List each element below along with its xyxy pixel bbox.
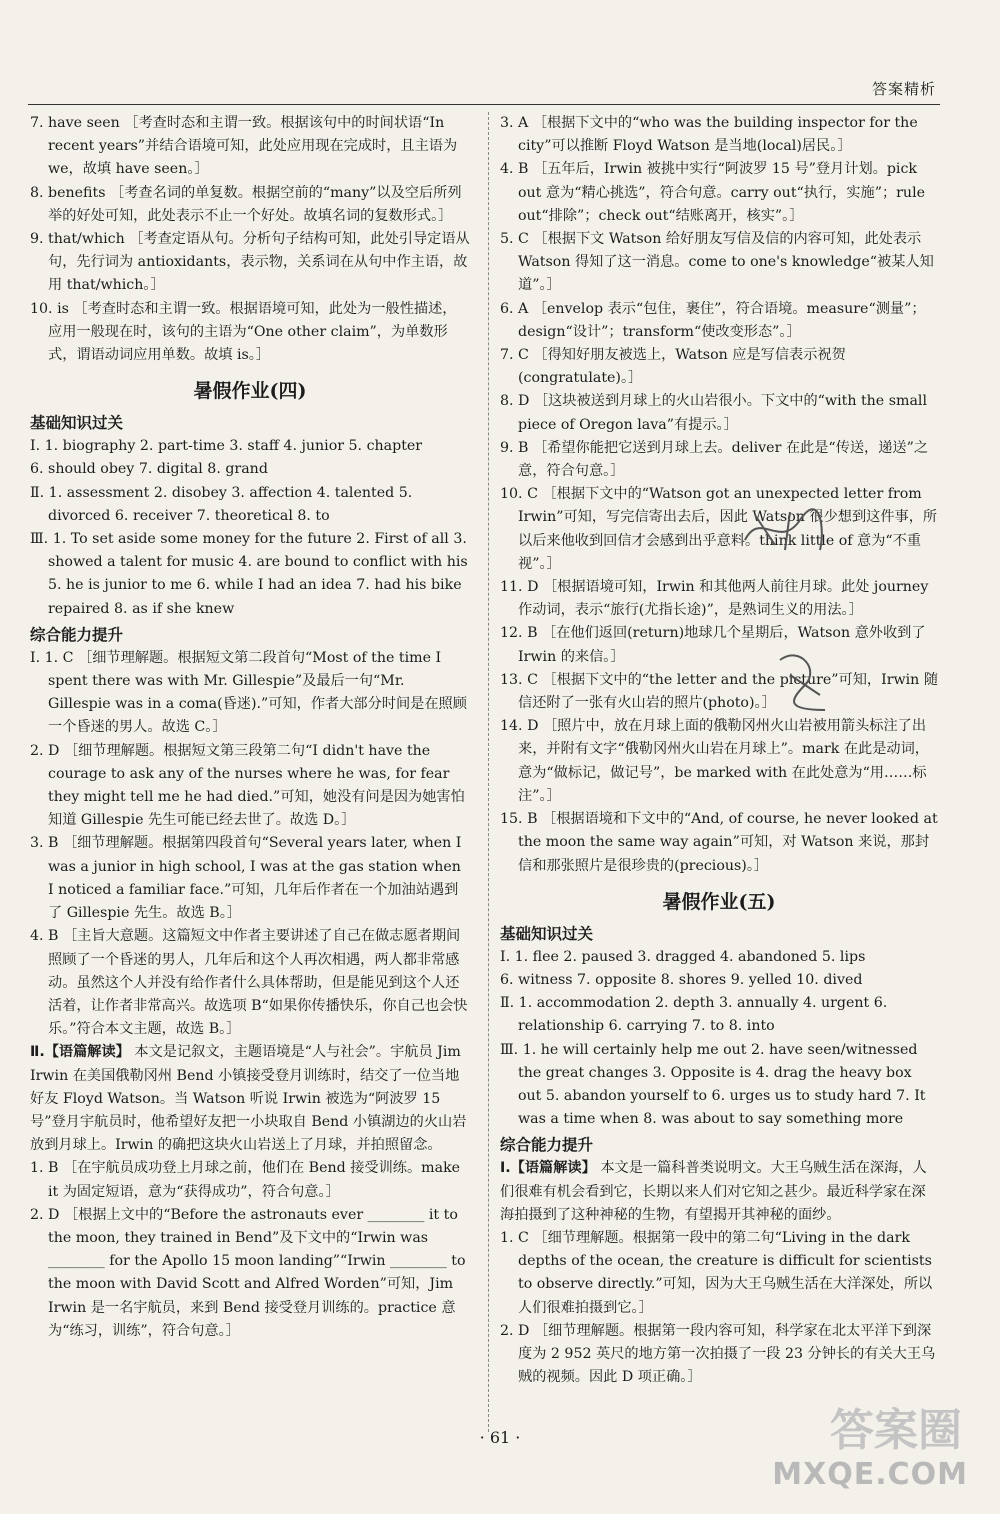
watermark-url: MXQE.COM — [772, 1457, 968, 1492]
page-number: · 61 · — [479, 1428, 521, 1447]
answer-entry: 4. B ［主旨大意题。这篇短文中作者主要讲述了自己在做志愿者期间照顾了一个昏迷的男人，几年后和这个人再次相遇，两人都非常感动。虽然这个人并没有给作者什么具体帮助，但是能见到这个人还活着，让作者非常高兴。故选项 B“如果你传播快乐，你自己也会快乐。”符合本文主题，故选 B。］ — [30, 928, 468, 1038]
basic-line: 6. should obey 7. digital 8. grand — [30, 461, 268, 478]
basic-line: Ⅱ. 1. assessment 2. disobey 3. affection 4. talented 5. divorced 6. receiver 7. theoretical 8. to — [30, 484, 413, 524]
passage-analysis — [500, 1157, 938, 1227]
answer-entry: 11. D ［根据语境可知，Irwin 和其他两人前往月球。此处 journey 作动词，表示“旅行(尤指长途)”，是熟词生义的用法。］ — [500, 579, 929, 619]
answer-entry: 14. D ［照片中，放在月球上面的俄勒冈州火山岩被用箭头标注了出来，并附有文字“俄勒冈州火山岩在月球上”。mark 在此是动词，意为“做标记，做记号”，be marked with 在此处意为“用……标注”。］ — [500, 718, 929, 804]
answer-entry: 1. C ［细节理解题。根据第一段中的第二句“Living in the dark depths of the ocean, the creature is difficult for scientists to observe directly.”可知，因为大王乌贼生活在大洋深处，所以人们很难拍摄到它。］ — [500, 1229, 933, 1316]
answer-entry: 13. C ［根据下文中的“the letter and the picture”可知，Irwin 随信还附了一张有火山岩的照片(photo)。］ — [500, 671, 939, 712]
answer-entry: 1. B ［在宇航员成功登上月球之前，他们在 Bend 接受训练。make it 为固定短语，意为“获得成功”，符合句意。］ — [30, 1160, 461, 1200]
answer-entry: 9. that/which ［考查定语从句。分析句子结构可知，此处引导定语从句，先行词为 antioxidants，表示物，关系词在从句中作主语，故用 that/which。］ — [30, 231, 470, 294]
comprehensive-heading: 综合能力提升 — [30, 625, 124, 644]
left-column — [30, 112, 470, 1343]
answer-entry: 10. C ［根据下文中的“Watson got an unexpected letter from Irwin”可知，写完信寄出去后，因此 Watson 很少想到这件事，所以后来他收到回信才会感到出乎意料。think little of 意为“不重视”。］ — [500, 486, 938, 572]
right-column — [500, 112, 938, 1389]
basic-line: Ⅱ. 1. accommodation 2. depth 3. annually 4. urgent 6. relationship 6. carrying 7. to 8. into — [500, 995, 888, 1035]
answer-entry: 8. D ［这块被送到月球上的火山岩很小。下文中的“with the small piece of Oregon lava”有提示。］ — [500, 393, 927, 433]
watermark-logo: 答案圈 — [830, 1405, 962, 1456]
answer-entry: 3. B ［细节理解题。根据第四段首句“Several years later, when I was a junior in high school, I was at the gas station when I noticed a familiar face.”可知，几年后作者在一个加油站遇到了 Gillespie 先生。故选 B。］ — [30, 835, 462, 922]
section-title-5: 暑假作业(五) — [662, 890, 776, 913]
answer-entry: 3. A ［根据下文中的“who was the building inspector for the city”可以推断 Floyd Watson 是当地(local)居民。］ — [500, 115, 918, 155]
answer-entry: 2. D ［细节理解题。根据第一段内容可知，科学家在北太平洋下到深度为 2 952 英尺的地方第一次拍摄了一段 23 分钟长的有关大王乌贼的视频。因此 D 项正确。］ — [500, 1322, 936, 1386]
basic-knowledge-heading: 基础知识过关 — [500, 924, 594, 943]
answer-entry: 8. benefits ［考查名词的单复数。根据空前的“many”以及空后所列举的好处可知，此处表示不止一个好处。故填名词的复数形式。］ — [30, 184, 462, 224]
answer-entry: 9. B ［希望你能把它送到月球上去。deliver 在此是“传送，递送”之意，符合句意。］ — [500, 439, 929, 480]
passage-text: 本文是记叙文，主题语境是“人与社会”。宇航员 Jim Irwin 在美国俄勒冈州 Bend 小镇接受登月训练时，结交了一位当地好友 Floyd Watson。当 Watson 听说 Irwin 被选为“阿波罗 15 号”登月宇航员时，他希望好友把一小块取自 Bend 小镇湖边的火山岩放到月球上。Irwin 的确把这块火山岩送上了月球，并拍照留念。 — [30, 1044, 467, 1154]
passage-label: Ⅱ.【语篇解读】 — [30, 1044, 130, 1061]
answer-entry: 7. C ［得知好朋友被选上，Watson 应是写信表示祝贺(congratulate)。］ — [500, 347, 846, 387]
passage-text: 本文是一篇科普类说明文。大王乌贼生活在深海，人们很难有机会看到它，长期以来人们对它知之甚少。最近科学家在深海拍摄到了这种神秘的生物，有望揭开其神秘的面纱。 — [500, 1160, 927, 1223]
answer-entry: 5. C ［根据下文 Watson 给好朋友写信及信的内容可知，此处表示 Watson 得知了这一消息。come to one's knowledge“被某人知道”。］ — [500, 231, 934, 294]
basic-line: Ⅰ. 1. flee 2. paused 3. dragged 4. abandoned 5. lips — [500, 948, 866, 965]
basic-line: 6. witness 7. opposite 8. shores 9. yelled 10. dived — [500, 971, 863, 988]
column-divider — [488, 112, 489, 1432]
basic-line: Ⅰ. 1. biography 2. part-time 3. staff 4. junior 5. chapter — [30, 438, 423, 455]
comprehensive-heading: 综合能力提升 — [500, 1136, 594, 1155]
answer-entry: 7. have seen ［考查时态和主谓一致。根据该句中的时间状语“In recent years”并结合语境可知，此处应用现在完成时，且主语为 we，故填 have seen。］ — [30, 115, 458, 178]
answer-entry: Ⅰ. 1. C ［细节理解题。根据短文第二段首句“Most of the time I spent there was with Mr. Gillespie”及最后一句“Mr. Gillespie was in a coma(昏迷).”可知，作者大部分时间是在照顾一个昏迷的男人。故选 C。］ — [30, 649, 467, 736]
section-title-4: 暑假作业(四) — [193, 380, 307, 403]
answer-entry: 12. B ［在他们返回(return)地球几个星期后，Watson 意外收到了 Irwin 的来信。］ — [500, 625, 926, 665]
answer-entry: 10. is ［考查时态和主谓一致。根据语境可知，此处为一般性描述，应用一般现在时，该句的主语为“One other claim”，为单数形式，谓语动词应用单数。故填 is。］ — [30, 300, 457, 364]
answer-entry: 2. D ［细节理解题。根据短文第三段第二句“I didn't have the courage to ask any of the nurses where he was, for fear they might tell me he had died.”可知，她没有问是因为她害怕知道 Gillespie 先生可能已经去世了。故选 D。］ — [30, 742, 465, 829]
basic-line: Ⅲ. 1. he will certainly help me out 2. have seen/witnessed the great changes 3. Opposite is 4. drag the heavy box out 5. abandon yourself to 6. urges us to study hard 7. It was a time when 8. was about to say something more — [500, 1041, 926, 1128]
page-header-title: 答案精析 — [871, 80, 936, 98]
passage-analysis — [30, 1041, 470, 1157]
answer-entry: 4. B ［五年后，Irwin 被挑中实行“阿波罗 15 号”登月计划。pick out 意为“精心挑选”，符合句意。carry out“执行，实施”；rule out“排除”；check out“结账离开，核实”。］ — [500, 161, 926, 224]
basic-line: Ⅲ. 1. To set aside some money for the future 2. First of all 3. showed a talent for music 4. are bound to conflict with his 5. he is junior to me 6. while I had an idea 7. had his bike repaired 8. as if she knew — [30, 531, 468, 617]
answer-entry: 2. D ［根据上文中的“Before the astronauts ever ________ it to the moon, they trained in Bend”及下文中的“Irwin was ________ for the Apollo 15 moon landing”“Irwin ________ to the moon with David Scott and Alfred Worden”可知，Jim Irwin 是一名宇航员，来到 Bend 接受登月训练的。practice 意为“练习，训练”，符合句意。］ — [30, 1206, 466, 1339]
answer-entry: 15. B ［根据语境和下文中的“And, of course, he never looked at the moon the same way again”可知，对 Watson 来说，那封信和那张照片是很珍贵的(precious)。］ — [500, 811, 938, 874]
basic-knowledge-heading: 基础知识过关 — [30, 414, 124, 433]
header-rule — [28, 104, 940, 105]
passage-label: Ⅰ.【语篇解读】 — [500, 1160, 596, 1177]
answer-entry: 6. A ［envelop 表示“包住，裹住”，符合语境。measure“测量”；design“设计”；transform“使改变形态”。］ — [500, 300, 926, 340]
